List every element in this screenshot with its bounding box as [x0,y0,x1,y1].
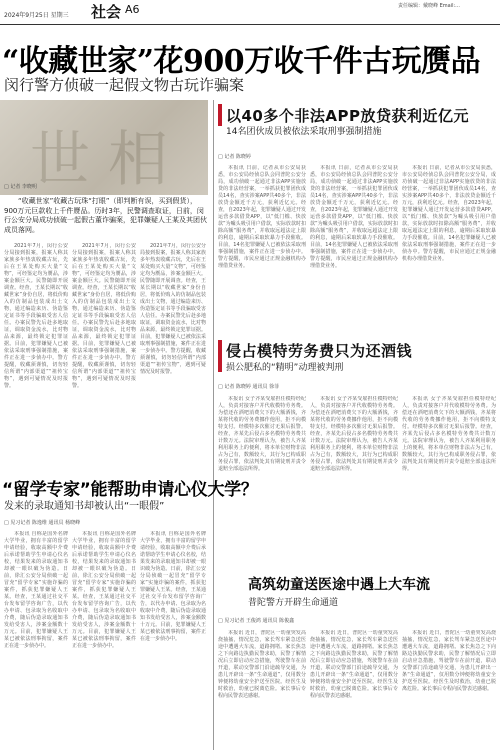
article1-subtitle: 闵行警方侦破一起假文物古玩诈骗案 [4,76,245,94]
article3-col2 [310,396,398,551]
article4-col1 [4,531,68,747]
article5-col2 [310,630,398,748]
article5-col3 [402,630,496,748]
article4-subtitle: 发来的录取通知书却被认出“一眼假” [4,501,165,512]
article2-body: 本报讯 日前，记者从市公安局获悉，市公安局经侦总队会同普陀公安分局，成功侦破一起通过非法APP实施放贷的非法经营案，一举抓获犯罪团伙成员14名，查实涉案APP共40多个，非法放贷金额近千万元，获利近亿元。经查，自2023年起，犯罪嫌疑人通过开发运营多款借贷APP，以“低门槛、快放款”为噱头吸引用户借款，实际放款时扣除高额“服务费”，并收取远超法定上限的利息，逾期后采取软暴力手段催收。目前，14名犯罪嫌疑人已被依法采取刑事强制措施，案件正在进一步侦办中。警方提醒，市民应通过正规金融机构办理借贷业务。 [218,165,306,269]
banner-image [0,100,208,195]
article3-body: 本报讯 女子齐某受雇担任模特经纪人，负责对接客户并代收模特劳务费。为偿还在酒吧消费欠下的大额酒钱，齐某将代收的劳务费挪作他用，拒不向模特支付。经模特多次催讨无果后报警。经查，齐某先后侵占多名模特劳务费共计数万元。法院审理认为，被告人齐某利用职务上的便利，将本单位财物非法占为己有，数额较大，其行为已构成职务侵占罪，依法判处其有期徒刑并责令退赔全部违法所得。 [402,396,496,472]
article5-body: 本报讯 近日，普陀区一幼童突发高烧抽搐，情况危急，家长驾车紧急送医途中遭遇大车流，道路拥堵。家长焦急之下向路边执勤民警求助，民警了解情况后立即启动应急措施，驾驶警车在前开道，联动交警部门沿途疏导交通，为患儿开辟出一条“生命通道”，仅用数分钟便将幼童安全护送至医院。经医生及时救治，幼童已脱离危险。家长事后专程向民警表达感谢。 [218,630,306,699]
article1-title: “收藏世家”花900万收千件古玩赝品 [2,44,481,79]
masthead [0,0,500,25]
article1-body: 2021年7月，闵行公安分局接到报案，报案人称其家族多年热衷收藏古玩，先后在王某处购买大量“文物”，可经鉴定均为赝品，涉案金额巨大。民警随即开展调查。经查，王某长期以“收藏世家”身份自居，将低价购入的仿制品包装成出土文物，通过编造来历、伪造鉴定证书等手段骗取受害人信任。办案民警先后赴多地取证，调取资金流水，比对物品来源，最终锁定犯罪证据。目前，犯罪嫌疑人已被依法采取刑事强制措施，案件正在进一步侦办中。警方提醒，收藏须谨慎，切勿轻信所谓“内部渠道”“祖传宝物”，遇到可疑情况及时报警。 [140,243,206,375]
page-number: A6 [125,3,140,16]
article5-col1 [218,630,306,748]
article1-col1 [4,243,68,433]
article2-subtitle: 14名团伙成员被依法采取刑事强制措施 [226,127,382,137]
article3-col3 [402,396,496,551]
article4-body: 本报讯 自称是国外名牌大学毕业，拥有丰富的留学申请经验，收取高额中介费后承诺帮助学生申请心仪名校，结果发来的录取通知书却被一眼识破为伪造。日前，徐汇公安分局侦破一起冒充“留学专家”实施诈骗的案件，抓获犯罪嫌疑人王某。经查，王某通过社交平台发布留学咨询广告，以代办申请、包录取为名收取中介费，随后伪造录取通知书发给受害人，涉案金额数十万元。目前，犯罪嫌疑人王某已被依法刑事拘留，案件正在进一步侦办中。 [140,531,206,642]
article1-body: 2021年7月，闵行公安分局接到报案，报案人称其家族多年热衷收藏古玩，先后在王某处购买大量“文物”，可经鉴定均为赝品，涉案金额巨大。民警随即开展调查。经查，王某长期以“收藏世家”身份自居，将低价购入的仿制品包装成出土文物，通过编造来历、伪造鉴定证书等手段骗取受害人信任。办案民警先后赴多地取证，调取资金流水，比对物品来源，最终锁定犯罪证据。目前，犯罪嫌疑人已被依法采取刑事强制措施，案件正在进一步侦办中。警方提醒，收藏须谨慎，切勿轻信所谓“内部渠道”“祖传宝物”，遇到可疑情况及时报警。 [4,243,68,389]
article4-body: 本报讯 自称是国外名牌大学毕业，拥有丰富的留学申请经验，收取高额中介费后承诺帮助学生申请心仪名校，结果发来的录取通知书却被一眼识破为伪造。日前，徐汇公安分局侦破一起冒充“留学专家”实施诈骗的案件，抓获犯罪嫌疑人王某。经查，王某通过社交平台发布留学咨询广告，以代办申请、包录取为名收取中介费，随后伪造录取通知书发给受害人，涉案金额数十万元。目前，犯罪嫌疑人王某已被依法刑事拘留，案件正在进一步侦办中。 [4,531,68,649]
article1-body: 2021年7月，闵行公安分局接到报案，报案人称其家族多年热衷收藏古玩，先后在王某处购买大量“文物”，可经鉴定均为赝品，涉案金额巨大。民警随即开展调查。经查，王某长期以“收藏世家”身份自居，将低价购入的仿制品包装成出土文物，通过编造来历、伪造鉴定证书等手段骗取受害人信任。办案民警先后赴多地取证，调取资金流水，比对物品来源，最终锁定犯罪证据。目前，犯罪嫌疑人已被依法采取刑事强制措施，案件正在进一步侦办中。警方提醒，收藏须谨慎，切勿轻信所谓“内部渠道”“祖传宝物”，遇到可疑情况及时报警。 [72,243,136,389]
article1-col3 [140,243,206,433]
article5-subtitle: 普陀警方开辟生命通道 [248,598,339,608]
article3-subtitle: 损公肥私的“精明”动理被判刑 [226,363,344,373]
article1-lead-text: “收藏世家”收藏古玩珠“打眼”（即判断有误，买到假货），900万元巨款收上千件赝品。历时3年，民警调查取证，日前，闵行公安分局成功侦破一起假古董诈骗案，犯罪嫌疑人王某及其团伙成员落网。 [4,197,207,234]
editor-info: 责任编辑：戴晓峰 Email:... [398,3,460,9]
article4-byline: □ 见习记者 陈逸维 通讯员 杨晓峰 [4,520,81,526]
article2-col2 [310,165,398,325]
article4-col3 [140,531,206,747]
section-name: 社会 [91,3,122,21]
article3-bar [218,340,222,372]
article2-byline: □ 记者 陈晓婷 [218,154,251,160]
article1-col2 [72,243,136,433]
article3-body: 本报讯 女子齐某受雇担任模特经纪人，负责对接客户并代收模特劳务费。为偿还在酒吧消费欠下的大额酒钱，齐某将代收的劳务费挪作他用，拒不向模特支付。经模特多次催讨无果后报警。经查，齐某先后侵占多名模特劳务费共计数万元。法院审理认为，被告人齐某利用职务上的便利，将本单位财物非法占为己有，数额较大，其行为已构成职务侵占罪，依法判处其有期徒刑并责令退赔全部违法所得。 [218,396,306,472]
article3-byline: □ 记者 陈晓婷 通讯员 徐菲 [218,384,280,390]
article5-body: 本报讯 近日，普陀区一幼童突发高烧抽搐，情况危急，家长驾车紧急送医途中遭遇大车流，道路拥堵。家长焦急之下向路边执勤民警求助，民警了解情况后立即启动应急措施，驾驶警车在前开道，联动交警部门沿途疏导交通，为患儿开辟出一条“生命通道”，仅用数分钟便将幼童安全护送至医院。经医生及时救治，幼童已脱离危险。家长事后专程向民警表达感谢。 [310,630,398,699]
article2-bar [218,104,222,126]
article2-title: 以40多个非法APP放贷获利近亿元 [226,107,469,125]
article3-title: 侵占模特劳务费只为还酒钱 [226,342,413,360]
article5-title: 高筑幼童送医途中遇上大车流 [248,577,430,593]
article3-col1 [218,396,306,551]
article4-body: 本报讯 自称是国外名牌大学毕业，拥有丰富的留学申请经验，收取高额中介费后承诺帮助学生申请心仪名校，结果发来的录取通知书却被一眼识破为伪造。日前，徐汇公安分局侦破一起冒充“留学专家”实施诈骗的案件，抓获犯罪嫌疑人王某。经查，王某通过社交平台发布留学咨询广告，以代办申请、包录取为名收取中介费，随后伪造录取通知书发给受害人，涉案金额数十万元。目前，犯罪嫌疑人王某已被依法刑事拘留，案件正在进一步侦办中。 [72,531,136,649]
article2-body: 本报讯 日前，记者从市公安局获悉，市公安局经侦总队会同普陀公安分局，成功侦破一起通过非法APP实施放贷的非法经营案，一举抓获犯罪团伙成员14名，查实涉案APP共40多个，非法放贷金额近千万元，获利近亿元。经查，自2023年起，犯罪嫌疑人通过开发运营多款借贷APP，以“低门槛、快放款”为噱头吸引用户借款，实际放款时扣除高额“服务费”，并收取远超法定上限的利息，逾期后采取软暴力手段催收。目前，14名犯罪嫌疑人已被依法采取刑事强制措施，案件正在进一步侦办中。警方提醒，市民应通过正规金融机构办理借贷业务。 [310,165,398,269]
article1-byline: □ 记者 李晓明 [4,184,37,190]
article4-col2 [72,531,136,747]
article3-body: 本报讯 女子齐某受雇担任模特经纪人，负责对接客户并代收模特劳务费。为偿还在酒吧消费欠下的大额酒钱，齐某将代收的劳务费挪作他用，拒不向模特支付。经模特多次催讨无果后报警。经查，齐某先后侵占多名模特劳务费共计数万元。法院审理认为，被告人齐某利用职务上的便利，将本单位财物非法占为己有，数额较大，其行为已构成职务侵占罪，依法判处其有期徒刑并责令退赔全部违法所得。 [310,396,398,472]
issue-date: 2024年9月25日 星期三 [4,12,69,19]
article1-lead [4,197,209,237]
column-divider [213,100,214,750]
article5-byline: □ 见习记者 王俊鸿 通讯员 陈俊鑫 [218,618,295,624]
article2-body: 本报讯 日前，记者从市公安局获悉，市公安局经侦总队会同普陀公安分局，成功侦破一起通过非法APP实施放贷的非法经营案，一举抓获犯罪团伙成员14名，查实涉案APP共40多个，非法放贷金额近千万元，获利近亿元。经查，自2023年起，犯罪嫌疑人通过开发运营多款借贷APP，以“低门槛、快放款”为噱头吸引用户借款，实际放款时扣除高额“服务费”，并收取远超法定上限的利息，逾期后采取软暴力手段催收。目前，14名犯罪嫌疑人已被依法采取刑事强制措施，案件正在进一步侦办中。警方提醒，市民应通过正规金融机构办理借贷业务。 [402,165,496,262]
article4-title: “留学专家”能帮助申请心仪大学？ [2,480,258,500]
banner-ornament: 世相 [30,125,186,195]
article2-col1 [218,165,306,325]
article2-col3 [402,165,496,325]
article5-body: 本报讯 近日，普陀区一幼童突发高烧抽搐，情况危急，家长驾车紧急送医途中遭遇大车流，道路拥堵。家长焦急之下向路边执勤民警求助，民警了解情况后立即启动应急措施，驾驶警车在前开道，联动交警部门沿途疏导交通，为患儿开辟出一条“生命通道”，仅用数分钟便将幼童安全护送至医院。经医生及时救治，幼童已脱离危险。家长事后专程向民警表达感谢。 [402,630,496,692]
